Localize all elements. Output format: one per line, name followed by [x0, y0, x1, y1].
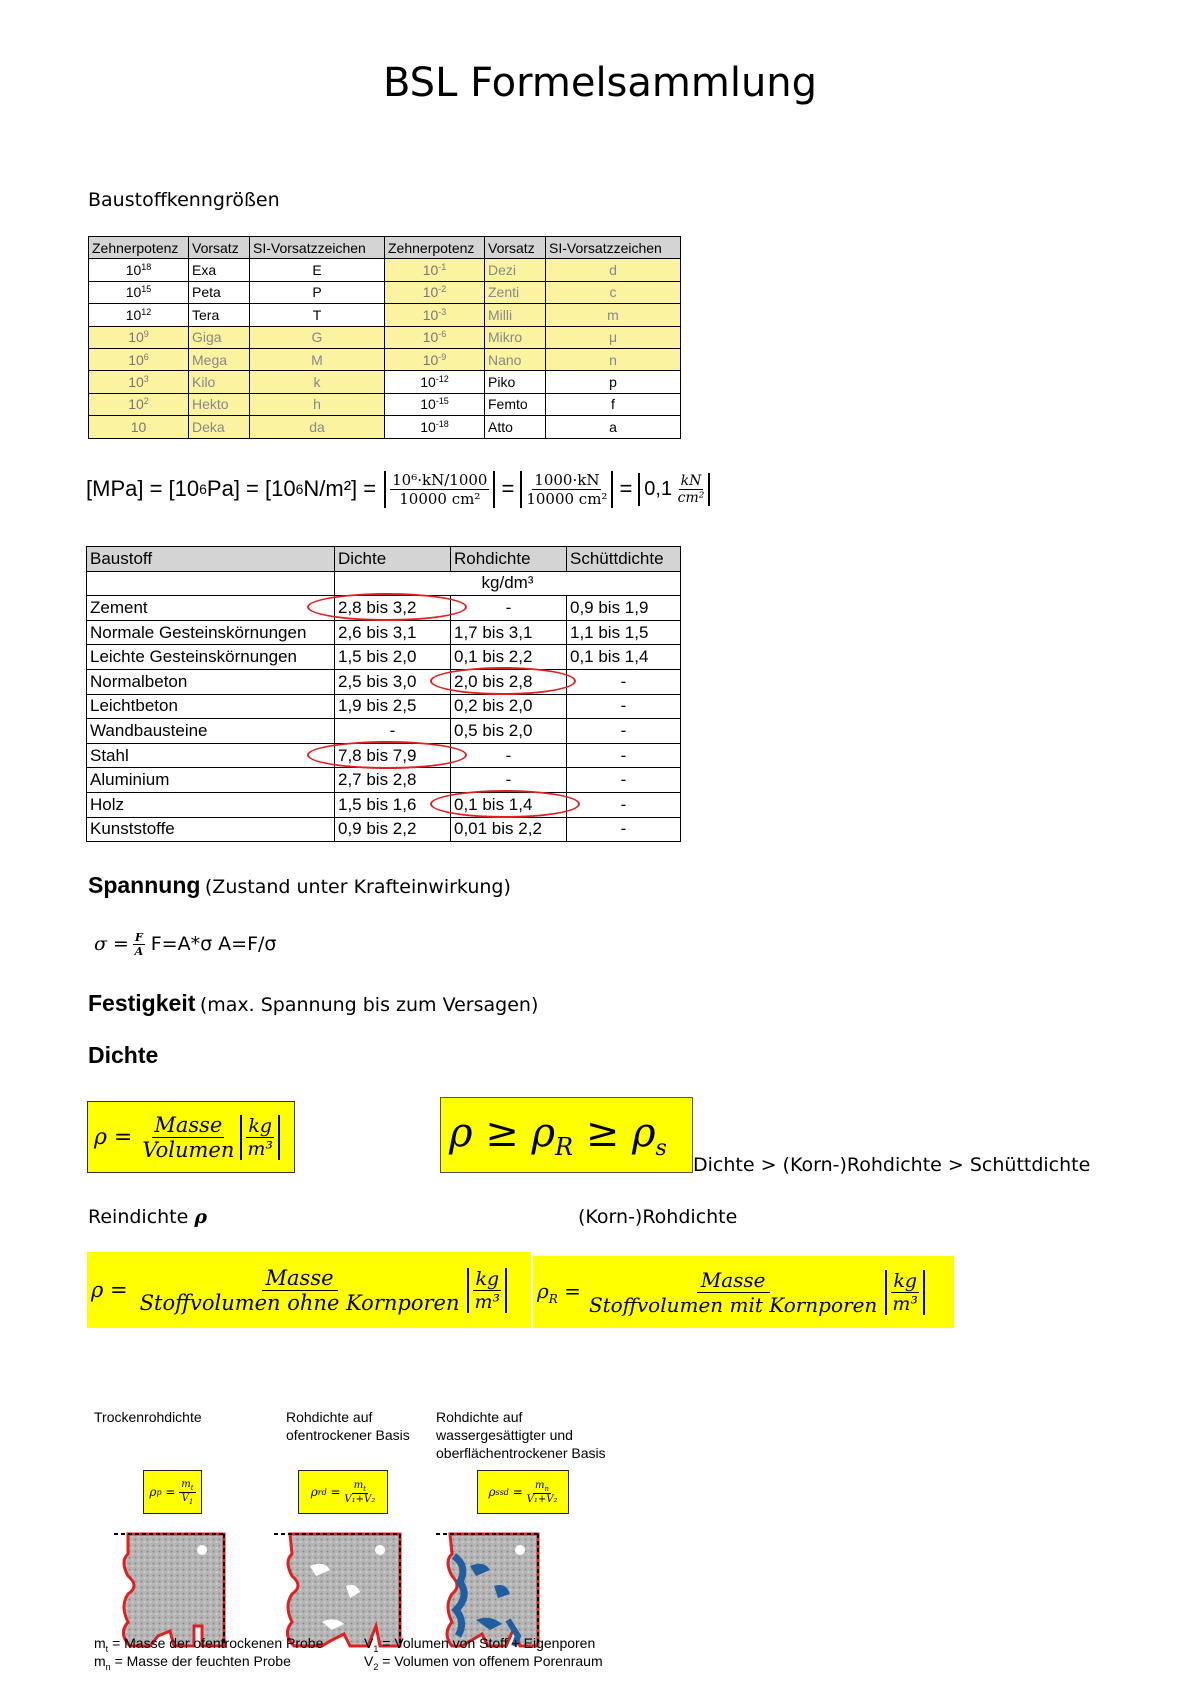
prefix-name-cell: Peta [189, 281, 250, 303]
rein-den: Stoffvolumen ohne Kornporen [139, 1290, 460, 1315]
schuettdichte-cell: - [567, 694, 681, 719]
prefix-name-cell: Femto [485, 393, 546, 415]
rohdichte-cell: 0,01 bis 2,2 [451, 817, 567, 842]
unit-formula-nm: N/m²] = [303, 476, 377, 501]
prefix-power-cell: $10^2$ [89, 393, 189, 415]
legend-v2: $V_2$ = Volumen von offenem Porenraum [364, 1653, 603, 1672]
schuettdichte-cell: 1,1 bis 1,5 [567, 620, 681, 645]
prefix-power-cell: $10^{-2}$ [385, 281, 485, 303]
unit-formula-exp: 6 [199, 481, 207, 497]
result-num: kN [680, 472, 702, 489]
prefix-power-cell: $10^{12}$ [89, 304, 189, 326]
kg-text: kg [248, 1114, 273, 1137]
spannung-formula [94, 922, 276, 966]
prefix-name-cell: Nano [485, 348, 546, 370]
dichte-cell: 1,9 bis 2,5 [335, 694, 451, 719]
prefix-header-cell: SI-Vorsatzzeichen [546, 237, 681, 259]
volumen-text: Volumen [142, 1137, 235, 1162]
prefix-name-cell: Milli [485, 304, 546, 326]
ineq-part2: ≥ ρ [573, 1109, 656, 1156]
prefix-row [89, 348, 681, 370]
prefix-power-cell: $10^{-3}$ [385, 304, 485, 326]
rho-eq: ρ = [94, 1124, 133, 1150]
prefix-header-cell: SI-Vorsatzzeichen [250, 237, 385, 259]
roh-m3: m³ [892, 1292, 918, 1315]
legend-v1: $V_1$ = Volumen von Stoff + Eigenporen [364, 1635, 596, 1654]
dichte-heading: Dichte [88, 1042, 159, 1068]
figure-formula-3: ρ ssd = $\frac{m_n}{\text{V₁+V₂}}$ [477, 1470, 569, 1514]
prefix-symbol-cell: G [250, 326, 385, 348]
prefix-symbol-cell: p [546, 371, 681, 393]
fraction-bracket-3 [638, 473, 710, 506]
prefix-table-header [89, 237, 681, 259]
material-cell: Leichtbeton [87, 694, 335, 719]
dichte-formula-box [87, 1101, 295, 1173]
prefix-power-cell: $10^3$ [89, 371, 189, 393]
inequality-text: Dichte > (Korn-)Rohdichte > Schüttdichte [693, 1154, 1091, 1176]
dichte-cell: 2,6 bis 3,1 [335, 620, 451, 645]
dichte-cell: 1,5 bis 2,0 [335, 645, 451, 670]
density-row [87, 792, 681, 817]
rohdichte-cell: 0,1 bis 2,2 [451, 645, 567, 670]
dichte-cell: 7,8 bis 7,9 [335, 743, 451, 768]
legend-mt: $m_t$ = Masse der ofentrockenen Probe [94, 1635, 324, 1654]
prefix-symbol-cell: k [250, 371, 385, 393]
rohdichte-cell: - [451, 743, 567, 768]
prefix-name-cell: Kilo [189, 371, 250, 393]
spannung-heading: Spannung [88, 872, 201, 898]
figure-formula-1: ρ p = $\frac{m_t}{V_1}$ [143, 1470, 202, 1514]
prefix-power-cell: $10^{-12}$ [385, 371, 485, 393]
prefix-symbol-cell: E [250, 259, 385, 281]
prefix-power-cell: 10 [89, 416, 189, 438]
reindichte-symbol: ρ [194, 1206, 208, 1228]
section-label: Baustoffkenngrößen [88, 189, 280, 211]
figure-label-ofen: Rohdichte auf ofentrockener Basis [286, 1409, 410, 1443]
material-cell: Wandbausteine [87, 719, 335, 744]
prefix-power-cell: $10^{-6}$ [385, 326, 485, 348]
prefix-header-cell: Zehnerpotenz [89, 237, 189, 259]
prefix-power-cell: $10^{-15}$ [385, 393, 485, 415]
rein-masse: Masse [262, 1266, 338, 1291]
rein-m3: m³ [474, 1290, 501, 1313]
density-row [87, 817, 681, 842]
fraction-2-num: 1000·kN [534, 470, 600, 489]
prefix-name-cell: Dezi [485, 259, 546, 281]
ineq-part1: ρ ≥ ρ [449, 1109, 555, 1156]
prefix-row [89, 326, 681, 348]
schuettdichte-cell: - [567, 792, 681, 817]
dichte-cell: - [335, 719, 451, 744]
prefix-symbol-cell: m [546, 304, 681, 326]
material-cell: Zement [87, 596, 335, 621]
material-cell: Kunststoffe [87, 817, 335, 842]
prefix-header-cell: Vorsatz [485, 237, 546, 259]
unit-formula-lhs: [MPa] = [10 [86, 476, 200, 501]
schuettdichte-cell: - [567, 817, 681, 842]
prefix-power-cell: $10^{-18}$ [385, 416, 485, 438]
unit-bracket [240, 1115, 280, 1160]
legend-mn: $m_n$ = Masse der feuchten Probe [94, 1653, 291, 1672]
roh-rho: ρ [537, 1278, 549, 1303]
prefix-name-cell: Mega [189, 348, 250, 370]
density-table-header [87, 547, 681, 572]
prefix-table [88, 236, 681, 439]
material-cell: Leichte Gesteinskörnungen [87, 645, 335, 670]
sigma-eq: σ = [94, 933, 129, 955]
prefix-row [89, 371, 681, 393]
rohdichte-cell: 0,2 bis 2,0 [451, 694, 567, 719]
result-den: cm² [677, 489, 705, 506]
prefix-row [89, 304, 681, 326]
prefix-row [89, 281, 681, 303]
material-cell: Aluminium [87, 768, 335, 793]
density-row [87, 645, 681, 670]
material-cell: Normale Gesteinskörnungen [87, 620, 335, 645]
schuettdichte-cell: - [567, 719, 681, 744]
prefix-header-cell: Zehnerpotenz [385, 237, 485, 259]
inequality-box [440, 1097, 693, 1173]
dichte-cell: 0,9 bis 2,2 [335, 817, 451, 842]
rein-unit-bracket [467, 1268, 507, 1313]
density-table [86, 546, 681, 842]
fraction-bracket-2 [520, 471, 613, 508]
prefix-name-cell: Hekto [189, 393, 250, 415]
density-unit: kg/dm³ [335, 571, 681, 596]
prefix-row [89, 416, 681, 438]
material-cell: Normalbeton [87, 669, 335, 694]
density-header-cell: Baustoff [87, 547, 335, 572]
prefix-symbol-cell: T [250, 304, 385, 326]
density-row [87, 620, 681, 645]
reindichte-formula-box [87, 1252, 531, 1328]
prefix-name-cell: Exa [189, 259, 250, 281]
prefix-symbol-cell: h [250, 393, 385, 415]
rohdichte-cell: 0,1 bis 1,4 [451, 792, 567, 817]
page-title: BSL Formelsammlung [382, 60, 818, 106]
schuettdichte-cell: - [567, 768, 681, 793]
prefix-symbol-cell: P [250, 281, 385, 303]
prefix-power-cell: $10^6$ [89, 348, 189, 370]
prefix-symbol-cell: c [546, 281, 681, 303]
density-header-cell: Schüttdichte [567, 547, 681, 572]
prefix-power-cell: $10^9$ [89, 326, 189, 348]
material-cell: Holz [87, 792, 335, 817]
fraction-bracket-1 [384, 471, 495, 508]
masse-text: Masse [154, 1112, 223, 1137]
highlight-ellipse [430, 667, 576, 695]
density-unit-row [87, 571, 681, 596]
roh-den: Stoffvolumen mit Kornporen [588, 1292, 878, 1317]
prefix-symbol-cell: da [250, 416, 385, 438]
density-row [87, 719, 681, 744]
prefix-name-cell: Atto [485, 416, 546, 438]
density-header-cell: Dichte [335, 547, 451, 572]
figure-label-trocken: Trockenrohdichte [94, 1409, 202, 1425]
prefix-power-cell: $10^{-1}$ [385, 259, 485, 281]
rohdichte-cell: - [451, 596, 567, 621]
roh-kg: kg [893, 1269, 917, 1292]
specimen-trocken [114, 1534, 224, 1646]
sigma-den: A [134, 944, 144, 958]
specimen-ofentrocken [274, 1534, 400, 1646]
density-row [87, 694, 681, 719]
prefix-symbol-cell: d [546, 259, 681, 281]
prefix-symbol-cell: M [250, 348, 385, 370]
schuettdichte-cell: - [567, 669, 681, 694]
highlight-ellipse [307, 593, 467, 621]
rohdichte-cell: 2,0 bis 2,8 [451, 669, 567, 694]
roh-unit-bracket [885, 1270, 925, 1315]
spannung-note: (Zustand unter Krafteinwirkung) [204, 876, 511, 898]
prefix-name-cell: Zenti [485, 281, 546, 303]
figure-formula-2: ρ rd = $\frac{m_t}{\text{V₁+V₂}}$ [298, 1470, 388, 1514]
highlight-ellipse [430, 790, 580, 818]
schuettdichte-cell: 0,9 bis 1,9 [567, 596, 681, 621]
prefix-symbol-cell: f [546, 393, 681, 415]
prefix-name-cell: Deka [189, 416, 250, 438]
prefix-row [89, 259, 681, 281]
festigkeit-line [88, 990, 538, 1017]
m3-text: m³ [247, 1137, 274, 1160]
prefix-header-cell: Vorsatz [189, 237, 250, 259]
rohdichte-label: (Korn-)Rohdichte [578, 1206, 738, 1228]
fraction-2-den: 10000 cm² [526, 489, 608, 508]
unit-formula: [MPa] = [10 6 Pa] = [10 6 N/m²] = $\frac{\text{10⁶·kN/1000}}{\text{10000 cm²}}$ = $\frac{1000\cdot kN}{\text{10000 cm²}}$ = 0,1 $\frac{kN}{\text{cm²}}$ [86, 462, 710, 516]
dichte-cell: 2,7 bis 2,8 [335, 768, 451, 793]
prefix-symbol-cell: n [546, 348, 681, 370]
prefix-name-cell: Piko [485, 371, 546, 393]
reindichte-label: Reindichte [88, 1206, 189, 1228]
prefix-symbol-cell: μ [546, 326, 681, 348]
density-row [87, 669, 681, 694]
prefix-symbol-cell: a [546, 416, 681, 438]
density-row [87, 768, 681, 793]
spannung-line [88, 872, 511, 899]
dichte-cell: 2,8 bis 3,2 [335, 596, 451, 621]
sigma-num: F [134, 930, 143, 944]
rohdichte-cell: 0,5 bis 2,0 [451, 719, 567, 744]
unit-formula-pa: Pa] = [10 [206, 476, 296, 501]
rohdichte-formula-box: $\rho_R$ = $\frac{\text{Masse}}{\text{Stoffvolumen mit Kornporen}}$ $\frac{kg}{\text{m³}}$ [533, 1256, 954, 1328]
fraction-1-num: 10⁶·kN/1000 [392, 470, 488, 489]
schuettdichte-cell: - [567, 743, 681, 768]
highlight-ellipse [307, 741, 467, 769]
prefix-power-cell: $10^{15}$ [89, 281, 189, 303]
figure-label-ssd: Rohdichte auf wassergesättigter und oberflächentrockener Basis [436, 1409, 606, 1461]
prefix-power-cell: $10^{-9}$ [385, 348, 485, 370]
density-header-cell: Rohdichte [451, 547, 567, 572]
unit-formula-exp: 6 [295, 481, 304, 497]
rohdichte-cell: 1,7 bis 3,1 [451, 620, 567, 645]
dichte-cell: 1,5 bis 1,6 [335, 792, 451, 817]
prefix-row [89, 393, 681, 415]
unit-formula-result: 0,1 [644, 477, 673, 500]
rein-rho-eq: ρ = [91, 1278, 128, 1302]
schuettdichte-cell: 0,1 bis 1,4 [567, 645, 681, 670]
prefix-power-cell: $10^{18}$ [89, 259, 189, 281]
dichte-cell: 2,5 bis 3,0 [335, 669, 451, 694]
reindichte-label-line [88, 1206, 207, 1228]
material-cell: Stahl [87, 743, 335, 768]
prefix-name-cell: Mikro [485, 326, 546, 348]
roh-sub: R [548, 1291, 558, 1306]
roh-masse: Masse [697, 1268, 770, 1293]
rein-kg: kg [475, 1267, 500, 1290]
ineq-sub-r: R [554, 1132, 574, 1161]
festigkeit-note: (max. Spannung bis zum Versagen) [199, 994, 539, 1016]
prefix-name-cell: Tera [189, 304, 250, 326]
rohdichte-cell: - [451, 768, 567, 793]
specimen-ssd [436, 1534, 538, 1646]
festigkeit-heading: Festigkeit [88, 990, 196, 1016]
prefix-name-cell: Giga [189, 326, 250, 348]
ineq-sub-s: s [655, 1135, 667, 1161]
sigma-rest: F=A*σ A=F/σ [150, 933, 277, 955]
fraction-1-den: 10000 cm² [399, 489, 481, 508]
